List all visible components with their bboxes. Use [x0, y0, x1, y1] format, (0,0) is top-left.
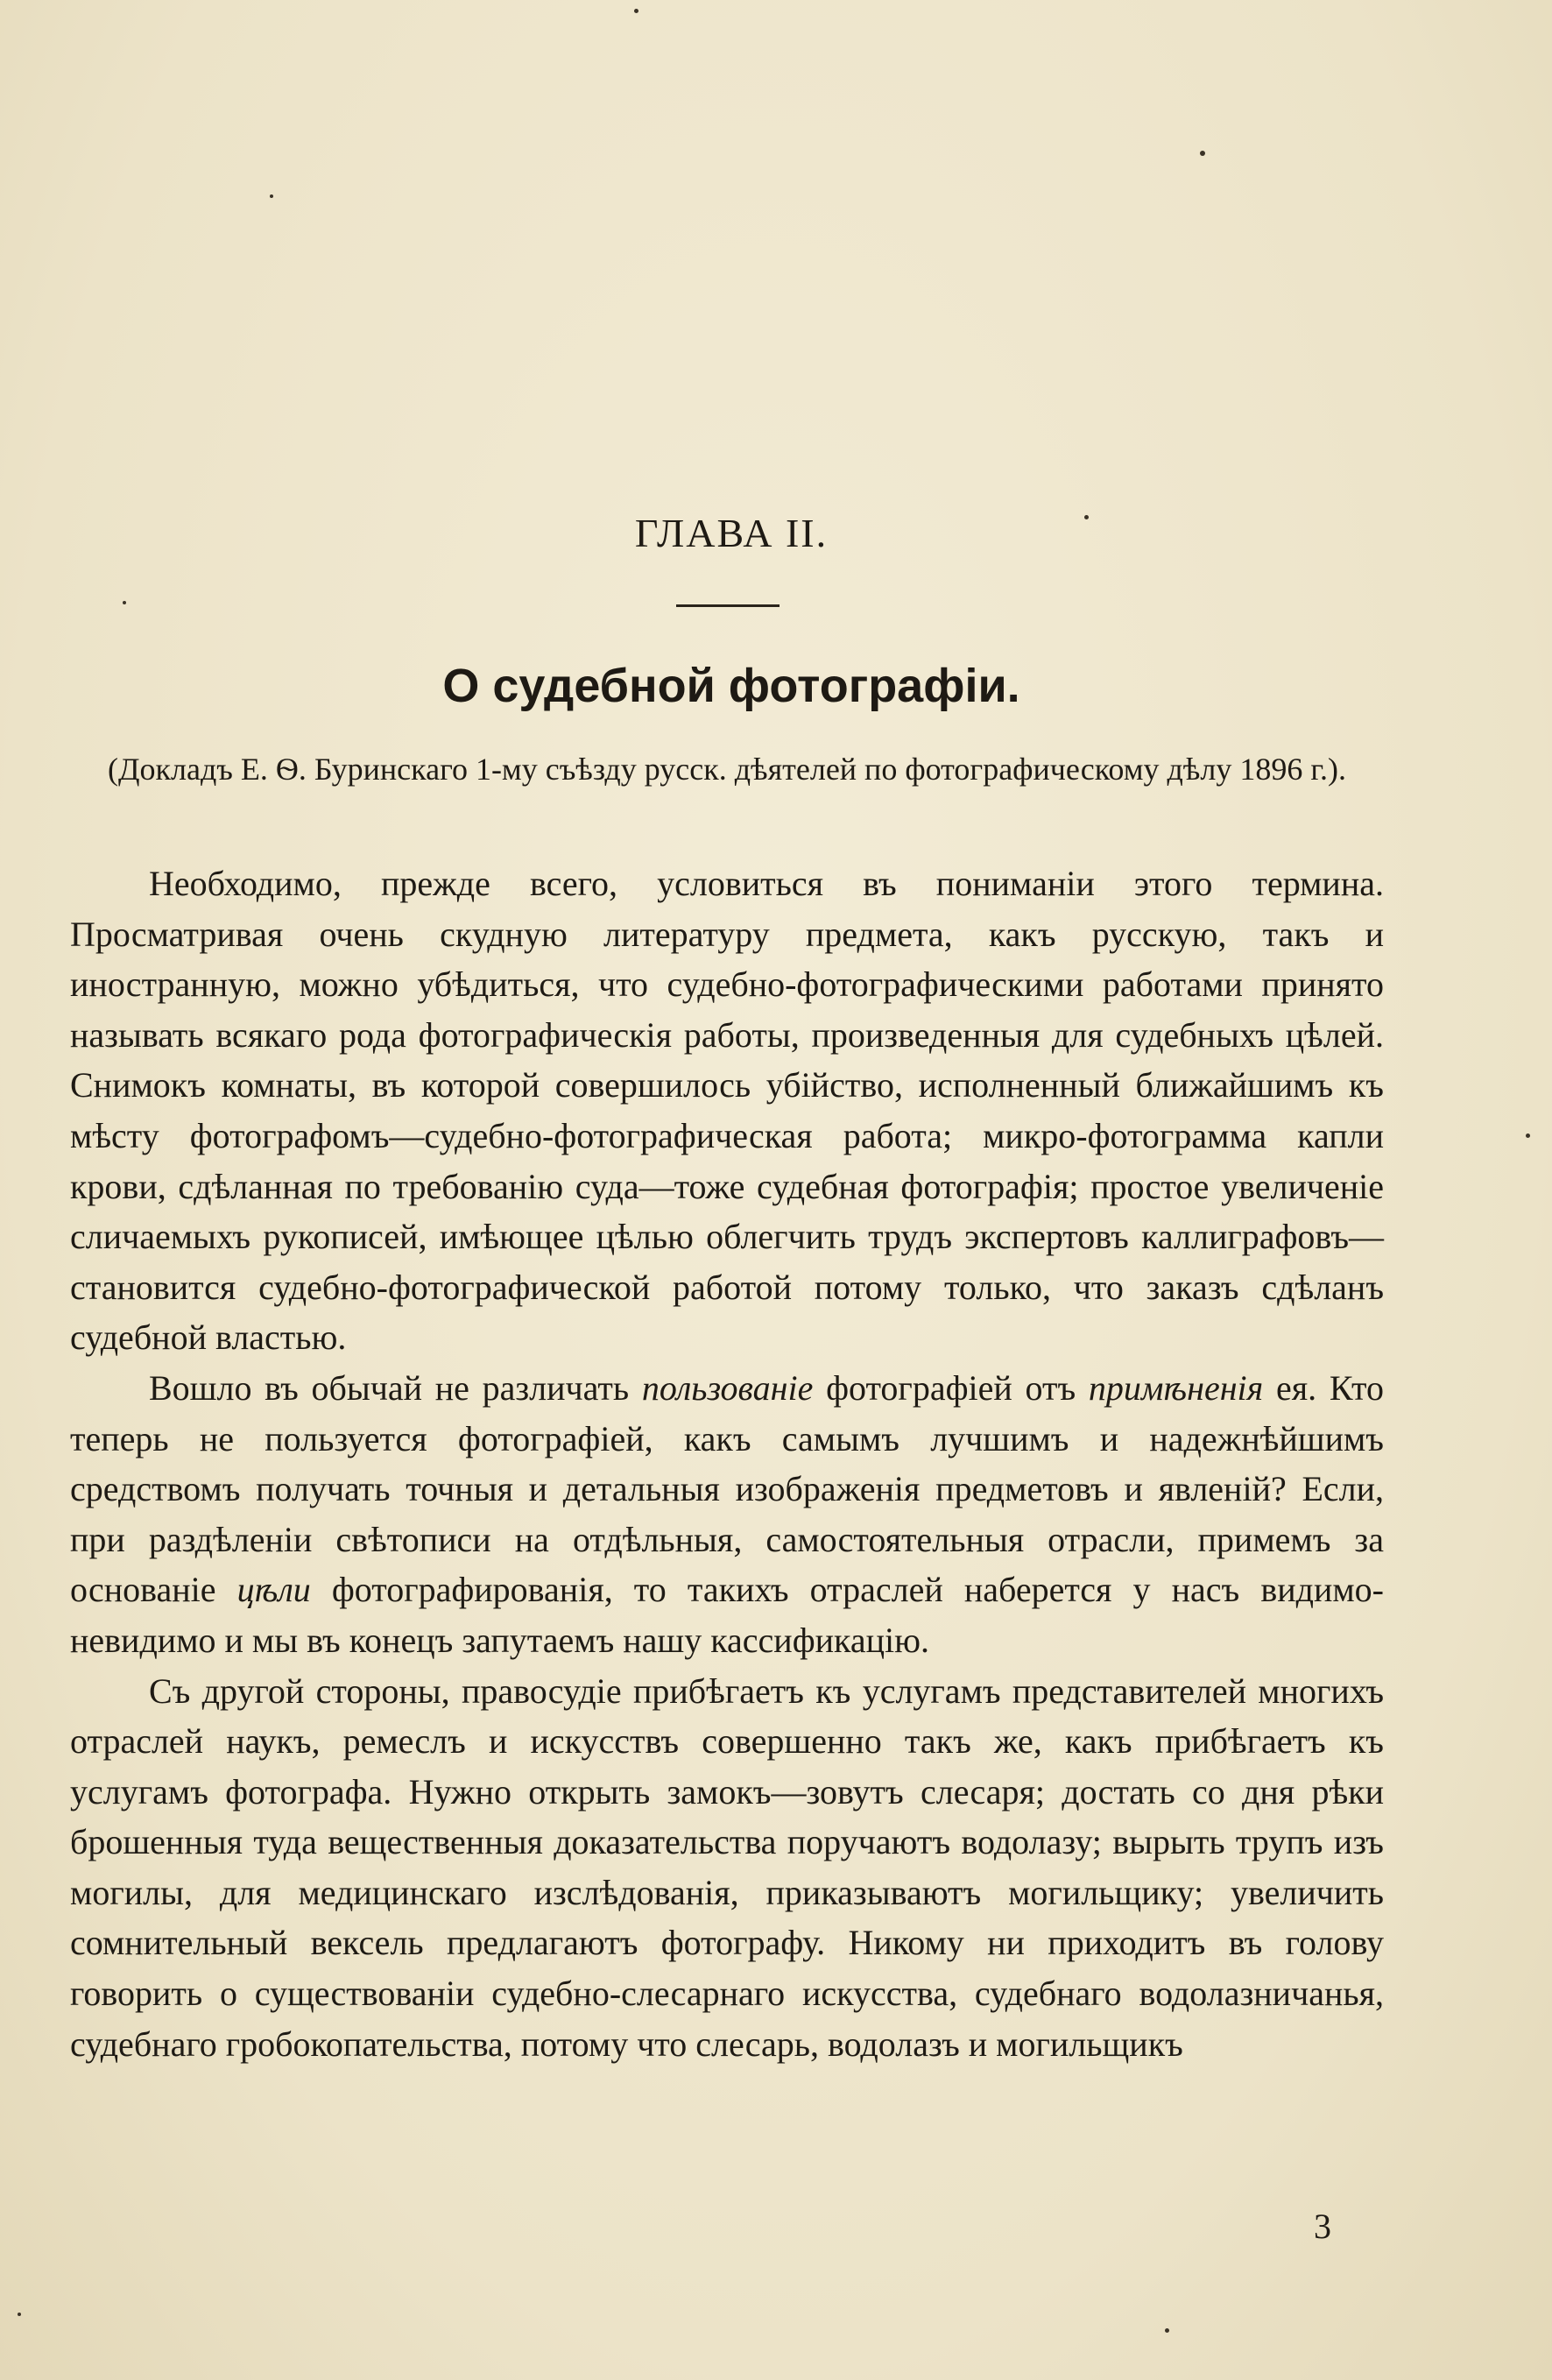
paragraph [70, 1666, 1384, 2070]
page-number: 3 [1314, 2207, 1331, 2246]
paragraph-text: фотографированія, то такихъ отраслей наберется у насъ видимо-невидимо и мы въ конецъ запутаемъ нашу кассификацію. [70, 1570, 1385, 1660]
paragraph-text: ея. Кто теперь не пользуется фотографіей, какъ самымъ лучшимъ и надежнѣйшимъ средствомъ получать точныя и детальныя изображенія предметовъ и явленій? Если, при раздѣленіи свѣтописи на отдѣльныя, самостоятельныя отрасли, примемъ за основаніе [70, 1367, 1384, 1610]
paragraph [70, 858, 1384, 1363]
chapter-title: О судебной фотографіи. [442, 660, 1020, 712]
paper-speck [270, 194, 273, 198]
paper-speck [634, 9, 638, 13]
paper-speck [1165, 2328, 1169, 2333]
italic-word: цѣли [236, 1570, 311, 1610]
paragraph-text: Съ другой стороны, правосудіе прибѣгаетъ къ услугамъ представителей многихъ отраслей наукъ, ремеслъ и искусствъ совершенно такъ же, какъ прибѣгаетъ къ услугамъ фотографа. Нужно открыть замокъ—зовутъ слесаря; достать со дня рѣки брошенныя туда вещественныя доказательства поручаютъ водолазу; вырыть трупъ изъ могилы, для медицинскаго изслѣдованія, приказываютъ могильщику; увеличить сомнительный вексель предлагаютъ фотографу. Никому ни приходитъ въ голову говорить о существованіи судебно-слесарнаго искусства, судебнаго водолазничанья, судебнаго гробокопательства, потому что слесарь, водолазъ и могильщикъ [70, 1670, 1384, 2064]
heading-divider [676, 604, 780, 607]
paper-speck [1200, 151, 1205, 156]
paragraph-text: Необходимо, прежде всего, условиться въ пониманіи этого термина. Просматривая очень скудную литературу предмета, какъ русскую, такъ и иностранную, можно убѣдиться, что судебно-фотографическими работами принято называть всякаго рода фотографическія работы, произведенныя для судебныхъ цѣлей. Снимокъ комнаты, въ которой совершилось убійство, исполненный ближайшимъ къ мѣсту фотографомъ—судебно-фотографическая работа; микро-фотограмма капли крови, сдѣланная по требованію суда—тоже судебная фотографія; простое увеличеніе сличаемыхъ рукописей, имѣющее цѣлью облегчить трудъ экспертовъ каллиграфовъ—становится судебно-фотографической работой потому только, что заказъ сдѣланъ судебной властью. [70, 864, 1384, 1358]
body-text [70, 858, 1384, 2069]
chapter-subtitle: (Докладъ Е. Ѳ. Буринскаго 1-му съѣзду русск. дѣятелей по фотографическому дѣлу 1896 г.). [107, 752, 1347, 787]
italic-word: пользованіе [641, 1367, 814, 1408]
paper-speck [18, 2313, 21, 2316]
paragraph-text: фотографіей отъ [813, 1367, 1089, 1408]
paper-speck [1526, 1134, 1530, 1138]
paragraph [70, 1363, 1384, 1666]
paragraph-text: Вошло въ обычай не различать [149, 1367, 642, 1408]
italic-word: примѣненія [1088, 1367, 1264, 1408]
paper-speck [123, 601, 126, 604]
chapter-heading: ГЛАВА II. [634, 511, 829, 555]
